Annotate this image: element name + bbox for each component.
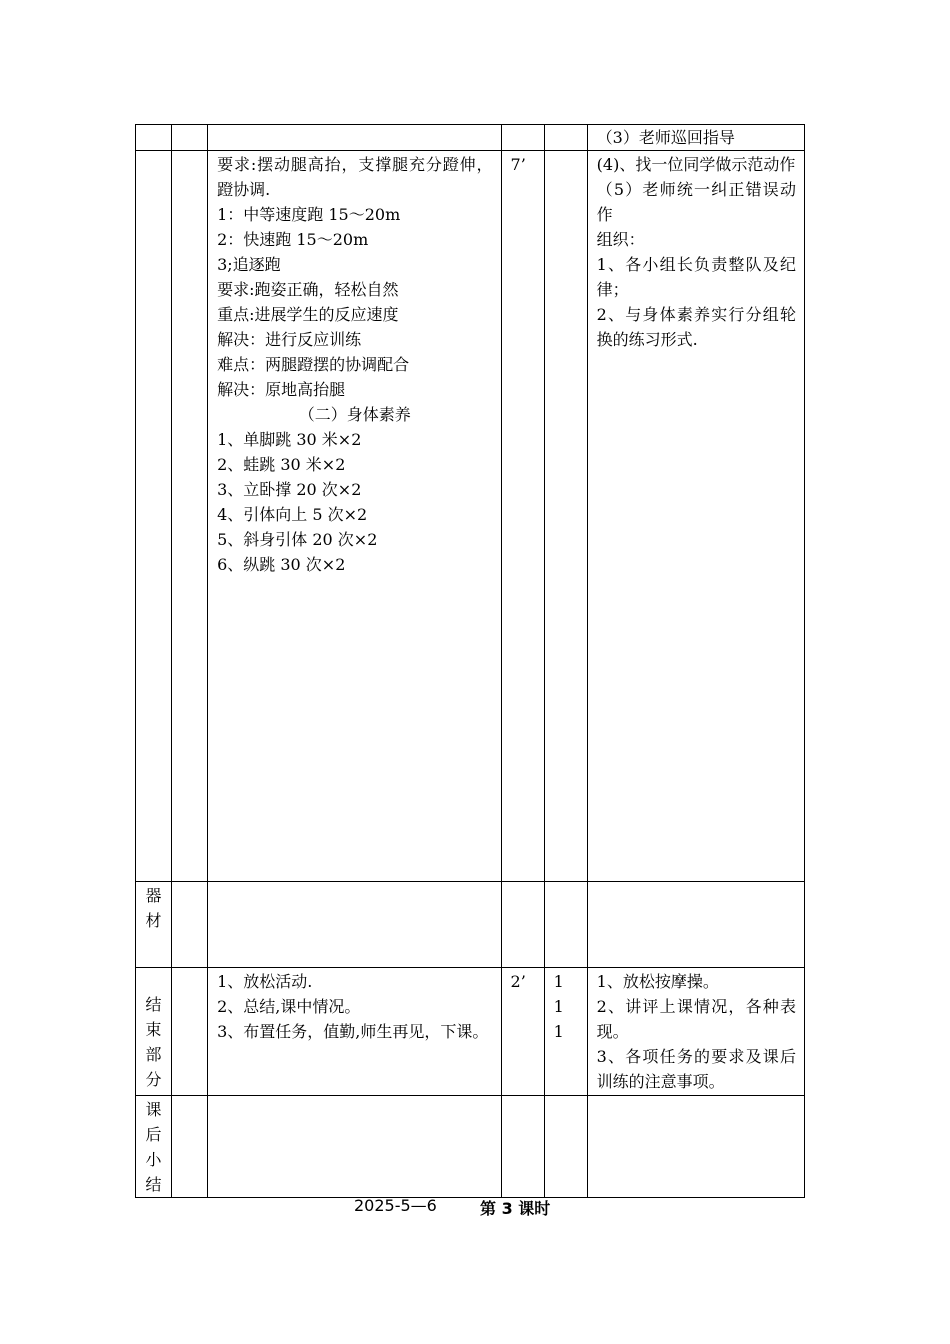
section-label-char: 小 <box>145 1150 162 1169</box>
blank-cell <box>172 151 208 882</box>
count-cell <box>544 151 587 882</box>
time-cell <box>501 125 544 151</box>
method-line: 1、放松按摩操。 <box>596 972 719 991</box>
method-line: （5）老师统一纠正错误动作 <box>596 180 796 224</box>
section-label-cell <box>136 882 172 968</box>
count-value: 1 <box>553 1022 564 1041</box>
footer-date: 2025-5—6 <box>354 1196 437 1215</box>
blank-cell <box>172 1096 208 1198</box>
section-label-char: 结 <box>145 995 162 1014</box>
content-subheading: （二）身体素养 <box>298 405 411 424</box>
content-line: 1：中等速度跑 15～20m <box>217 205 401 224</box>
content-line: 难点：两腿蹬摆的协调配合 <box>217 355 410 374</box>
content-line: 5、斜身引体 20 次×2 <box>217 530 378 549</box>
footer-lesson-number: 第 3 课时 <box>480 1199 551 1218</box>
content-cell <box>208 1096 501 1198</box>
method-cell <box>587 882 804 968</box>
table-row-equipment <box>136 882 805 968</box>
blank-cell <box>172 968 208 1096</box>
blank-cell <box>172 125 208 151</box>
content-line: 1、放松活动. <box>217 972 313 991</box>
content-line: 2、总结,课中情况。 <box>217 997 361 1016</box>
content-line: 要求:摆动腿高抬，支撑腿充分蹬伸，蹬协调. <box>217 155 493 199</box>
method-cell <box>587 1096 804 1198</box>
content-line: 3;追逐跑 <box>217 255 281 274</box>
content-line: 1、单脚跳 30 米×2 <box>217 430 362 449</box>
content-line: 3、布置任务，值勤,师生再见，下课。 <box>217 1022 489 1041</box>
blank-cell <box>172 882 208 968</box>
method-cell <box>587 151 804 882</box>
content-line: 解决：进行反应训练 <box>217 330 362 349</box>
content-cell <box>208 125 501 151</box>
time-cell <box>501 1096 544 1198</box>
section-label-cell <box>136 125 172 151</box>
method-line: (4)、找一位同学做示范动作 <box>596 155 796 174</box>
method-cell <box>587 125 804 151</box>
table-row-summary <box>136 1096 805 1198</box>
content-line: 2、蛙跳 30 米×2 <box>217 455 346 474</box>
section-label-char: 部 <box>145 1045 162 1064</box>
method-line: 组织： <box>596 230 645 249</box>
count-value: 1 <box>553 972 564 991</box>
content-line: 6、纵跳 30 次×2 <box>217 555 346 574</box>
content-cell <box>208 968 501 1096</box>
section-label-cell <box>136 1096 172 1198</box>
method-line: 1、各小组长负责整队及纪律； <box>596 255 796 299</box>
time-cell <box>501 151 544 882</box>
count-cell <box>544 968 587 1096</box>
count-cell <box>544 882 587 968</box>
method-line: 2、与身体素养实行分组轮换的练习形式. <box>596 305 796 349</box>
section-label-char: 后 <box>145 1125 162 1144</box>
lesson-plan-table <box>135 124 805 1198</box>
content-line: 2：快速跑 15～20m <box>217 230 369 249</box>
count-cell <box>544 1096 587 1198</box>
section-label-char: 结 <box>145 1175 162 1194</box>
count-value: 1 <box>553 997 564 1016</box>
content-cell <box>208 151 501 882</box>
method-line: 2、讲评上课情况，各种表现。 <box>596 997 796 1041</box>
table-row-top <box>136 125 805 151</box>
time-value: 7’ <box>510 155 526 174</box>
time-value: 2’ <box>510 972 526 991</box>
time-cell <box>501 968 544 1096</box>
section-label-char: 材 <box>145 911 162 930</box>
content-line: 重点:进展学生的反应速度 <box>217 305 399 324</box>
content-line: 解决：原地高抬腿 <box>217 380 346 399</box>
content-line: 要求:跑姿正确，轻松自然 <box>217 280 399 299</box>
section-label-char: 束 <box>145 1020 162 1039</box>
section-label-cell <box>136 151 172 882</box>
time-cell <box>501 882 544 968</box>
content-cell <box>208 882 501 968</box>
section-label-cell <box>136 968 172 1096</box>
content-line: 3、立卧撑 20 次×2 <box>217 480 362 499</box>
table-row-ending <box>136 968 805 1096</box>
method-line: 3、各项任务的要求及课后训练的注意事项。 <box>596 1047 796 1091</box>
content-line: 4、引体向上 5 次×2 <box>217 505 368 524</box>
section-label-char: 器 <box>145 886 162 905</box>
guidance-text: （3）老师巡回指导 <box>596 128 735 147</box>
section-label-char: 课 <box>145 1100 162 1119</box>
section-label-char: 分 <box>145 1070 162 1089</box>
table-row-main <box>136 151 805 882</box>
count-cell <box>544 125 587 151</box>
method-cell <box>587 968 804 1096</box>
